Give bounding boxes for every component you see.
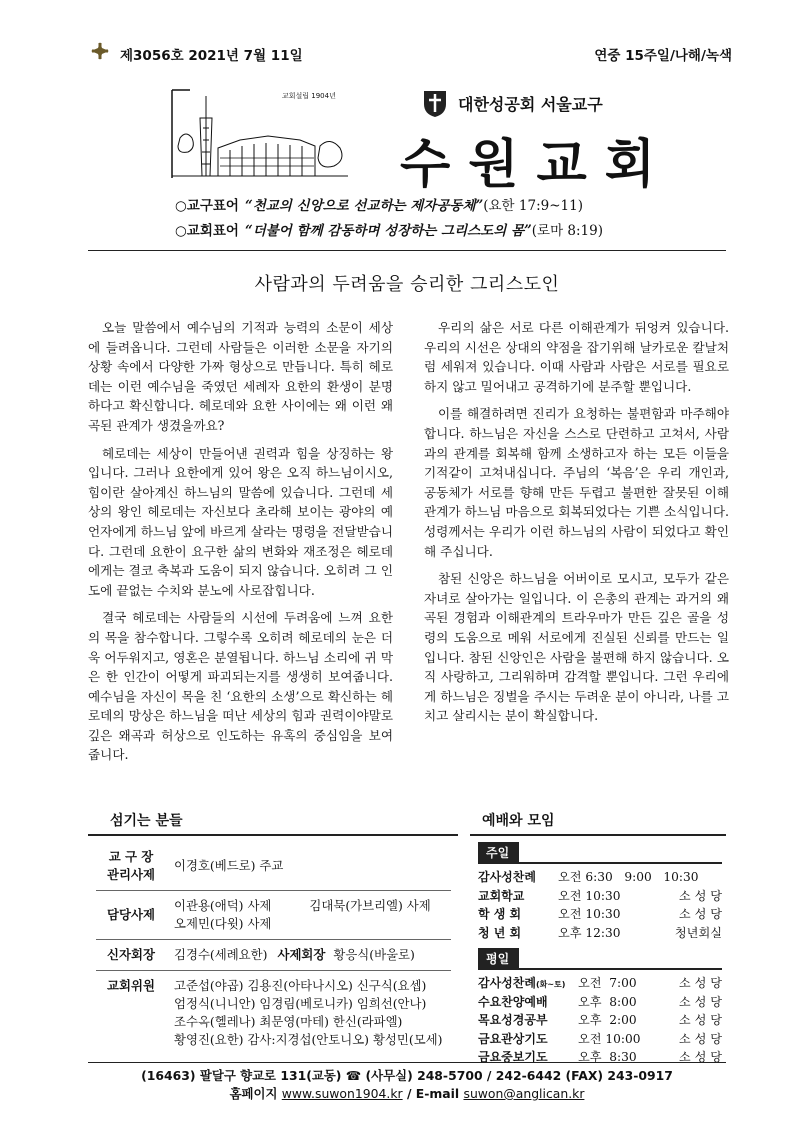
church-sketch-logo: [170, 88, 350, 180]
divider: [88, 1062, 726, 1063]
staff-row-lay: [96, 940, 451, 971]
sermon-title: 사람과의 두려움을 승리한 그리스도인: [254, 274, 560, 295]
staff-heading: 섬기는 분들: [110, 813, 183, 829]
staff-value: 엄정식(니니안) 임경림(베로니카) 임희선(안나): [174, 996, 427, 1011]
staff-label: 신자회장: [107, 947, 155, 962]
staff-row-council: [96, 971, 451, 1055]
sermon-paragraph: 결국 헤로데는 사람들의 시선에 두려움에 느껴 요한의 목을 참수합니다. 그렇수록 오히려 헤로데의 눈은 더욱 어두워지고, 영혼은 분열됩니다. 하느님 소리에 귀 막은 한 인간이 어떻게 파괴되는지를 생생히 보여줍니다. 예수님을 자신이 목을 친 ‘요한의 소생’으로 확신하는 헤로데의 망상은 하느님을 떠난 세상의 힘과 권력이야말로 깊은 왜곡과 허상으로 인도하는 유혹의 중심임을 보여 줍니다.: [88, 610, 393, 763]
issue-date: 제3056호 2021년 7월 11일: [120, 48, 303, 64]
staff-table: [96, 842, 451, 1055]
staff-value: 이경호(베드로) 주교: [174, 858, 284, 873]
schedule-row: 청 년 회 오후 12:30 청년회실: [478, 925, 722, 940]
church-building-icon: [170, 88, 350, 180]
staff-value: 황영진(요한) 감사:지경섭(안토니오) 황성민(모세): [174, 1032, 443, 1047]
homepage-label: 홈페이지: [229, 1086, 278, 1101]
sermon-paragraph: 우리의 삶은 서로 다른 이해관계가 뒤엉켜 있습니다. 우리의 시선은 상대의 약점을 잡기위해 날카로운 칼날처럼 세워져 있습니다. 이때 사람과 사람은 서로를 필요로 하지 않고 밀어내고 공격하기에 분주할 뿐입니다.: [424, 320, 729, 394]
schedule-row: 감사성찬례(화~토) 오전 7:00 소 성 당: [478, 976, 722, 990]
staff-value: 조수옥(헬레나) 최문영(마테) 한신(라파엘): [174, 1014, 403, 1029]
schedule-row: 감사성찬례 오전 6:30 9:00 10:30: [478, 870, 699, 884]
motto-label: ○교구표어: [175, 198, 239, 214]
homepage-link[interactable]: www.suwon1904.kr: [281, 1086, 403, 1101]
diocese-seal-icon: [420, 88, 450, 118]
motto-reference: (로마 8:19): [531, 223, 603, 239]
divider: [470, 834, 726, 836]
worship-schedule: [478, 842, 722, 1067]
staff-value: 고준섭(야곱) 김용진(아타나시오) 신구식(요셉): [174, 978, 427, 993]
motto-quote: “천교의 신앙으로 선교하는 제자공동체”: [244, 198, 484, 214]
staff-value: 이관용(애덕) 사제 김대묵(가브리엘) 사제: [174, 898, 431, 913]
sermon-right-column: [424, 318, 729, 734]
divider: [88, 834, 458, 836]
motto-reference: (요한 17:9~11): [483, 198, 583, 214]
sermon-paragraph: 참된 신앙은 하느님을 어버이로 모시고, 모두가 같은 자녀로 살아가는 일입니다. 이 은총의 관계는 과거의 왜곡된 경험과 이해관계의 트라우마가 만든 깊은 골을 성령의 도움으로 메워 서로에게 진실된 신뢰를 만드는 일입니다. 참된 신앙인은 사람을 불편해 하지 않습니다. 오직 사랑하고, 그리워하며 감격할 뿐입니다. 그런 우리에게 하느님은 징벌을 주시는 두려운 분이 아니라, 나를 고치고 살리시는 분이 확실합니다.: [424, 571, 729, 724]
schedule-row: 금요중보기도 오후 8:30 소 성 당: [478, 1050, 722, 1064]
footer-address: (16463) 팔달구 향교로 131(교동) ☎ (사무실) 248-5700 / 242-6442 (FAX) 243-0917: [141, 1068, 673, 1083]
email-link[interactable]: suwon@anglican.kr: [463, 1086, 585, 1101]
staff-label: 담당사제: [107, 907, 155, 922]
schedule-row: 금요관상기도 오전 10:00 소 성 당: [478, 1031, 722, 1046]
church-motto: [175, 219, 603, 239]
sermon-paragraph: 헤로데는 세상이 만들어낸 권력과 힘을 상징하는 왕입니다. 그러나 요한에게 있어 왕은 오직 하느님이시오, 힘이란 살아계신 하느님의 말씀에 있습니다. 그런데 세상의 왕인 헤로데는 자신보다 초라해 보이는 광야의 예언자에게 하느님 앞에 바르게 살라는 명령을 전달받습니다. 그런데 요한이 요구한 삶의 변화와 재조정은 헤로데에게는 결코 축복과 도움이 되지 않습니다. 오히려 그 인도에 끝없는 수치와 분노에 사로잡힙니다.: [88, 445, 393, 598]
top-line: [92, 44, 732, 64]
staff-label: 교 구 장: [108, 849, 154, 864]
weekday-label: 평일: [478, 948, 519, 969]
diocese-motto: [175, 194, 583, 214]
church-name: 수원교회: [400, 134, 673, 195]
sunday-label: 주일: [478, 842, 519, 863]
staff-label: 교회위원: [107, 978, 155, 993]
staff-value: 김경수(세례요한): [174, 947, 268, 962]
sermon-paragraph: 이를 해결하려면 진리가 요청하는 불편함과 마주해야 합니다. 하느님은 자신을 스스로 단련하고 고쳐서, 사람과의 관계를 회복해 함께 소생하고자 하는 모든 이들을 기적같이 고쳐내십니다. 주님의 ‘복음’은 우리 개인과, 공동체가 서로를 향해 만든 두렵고 불편한 잘못된 이해관계가 하느님 마음으로 회복되었다는 기쁜 소식입니다. 성령께서는 우리가 이런 하느님의 사람이 되었다고 확인해 주십니다.: [424, 406, 729, 559]
staff-row-rector: [96, 842, 451, 891]
divider: [88, 250, 726, 251]
staff-value: 황응식(바울로): [333, 947, 415, 962]
staff-label: 사제회장: [277, 947, 326, 962]
schedule-row: 교회학교 오전 10:30 소 성 당: [478, 888, 722, 903]
motto-quote: “더불어 함께 감동하며 성장하는 그리스도의 몸”: [244, 223, 532, 239]
schedule-row: 학 생 회 오전 10:30 소 성 당: [478, 907, 722, 921]
diocese-name: [420, 88, 603, 118]
motto-label: ○교회표어: [175, 223, 239, 239]
email-label: / E-mail: [406, 1086, 460, 1101]
schedule-row: 수요찬양예배 오후 8:00 소 성 당: [478, 994, 722, 1009]
liturgical-season: 연중 15주일/나해/녹색: [594, 48, 732, 64]
sermon-paragraph: 오늘 말씀에서 예수님의 기적과 능력의 소문이 세상에 들려옵니다. 그런데 사람들은 이러한 소문을 자기의 상황 속에서 다양한 가짜 형상으로 만듭니다. 특히 헤로데는 이런 예수님을 죽였던 세례자 요한의 환생이 분명하다고 확신합니다. 헤로데와 요한 사이에는 왜 이런 왜곡된 관계가 생겼을까요?: [88, 320, 393, 433]
sermon-left-column: [88, 318, 393, 773]
schedule-row: 목요성경공부 오후 2:00 소 성 당: [478, 1013, 722, 1027]
footer-links: [88, 1084, 726, 1102]
staff-row-priests: [96, 891, 451, 940]
worship-heading: 예배와 모임: [482, 813, 555, 829]
staff-label: 관리사제: [107, 867, 155, 882]
cross-icon: [90, 41, 110, 61]
diocese-label: 대한성공회 서울교구: [458, 94, 603, 114]
staff-value: 오제민(다윗) 사제: [174, 916, 272, 931]
logo-caption: 교회설립 1904년: [282, 92, 336, 100]
